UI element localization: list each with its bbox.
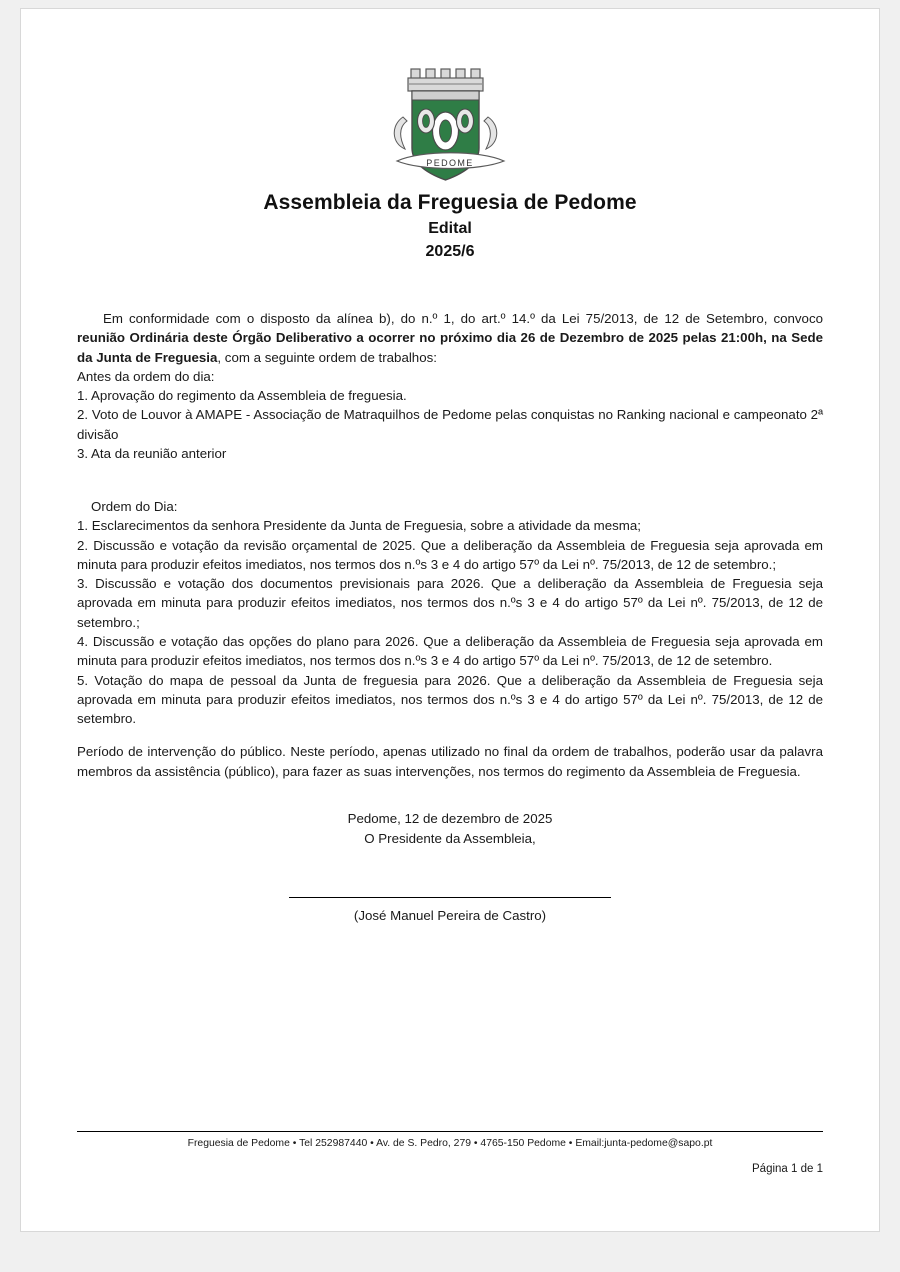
crest-motto-text: PEDOME — [426, 158, 474, 168]
ordem-dia-item-5: 5. Votação do mapa de pessoal da Junta de freguesia para 2026. Que a deliberação da Assembleia de Freguesia seja aprovada em minuta para produzir efeitos imediatos, nos termos dos n.ºs 3 e 4 do artigo 57º da Lei nº. 75/2013, de 12 de setembro. — [77, 672, 823, 727]
signature-place-date: Pedome, 12 de dezembro de 2025 — [347, 810, 553, 826]
ordem-dia-item-4: 4. Discussão e votação das opções do plano para 2026. Que a deliberação da Assembleia de Freguesia seja aprovada em minuta para produzir efeitos imediatos, nos termos dos n.ºs 3 e 4 do artigo 57º da Lei nº. 75/2013, de 12 de setembro. — [77, 633, 823, 669]
footer-page-number: Página 1 de 1 — [752, 1163, 823, 1175]
intro-lead-text: Em conformidade com o disposto da alínea b), do n.º 1, do art.º 14.º da Lei 75/2013, de 12 de Setembro, convoco — [103, 311, 823, 326]
antes-ordem-item-2: 2. Voto de Louvor à AMAPE - Associação de Matraquilhos de Pedome pelas conquistas no Ranking nacional e campeonato 2ª divisão — [77, 407, 823, 442]
coat-of-arms — [77, 45, 823, 185]
intro-bold-text: reunião Ordinária deste Órgão Deliberativo a ocorrer no próximo dia 26 de Dezembro de 2025 pelas 21:00h, na Sede da Junta de Freguesia — [77, 330, 823, 365]
document-page — [20, 8, 880, 1232]
intro-tail-text: , com a seguinte ordem de trabalhos: — [217, 349, 437, 365]
ordem-dia-item-3: 3. Discussão e votação dos documentos previsionais para 2026. Que a deliberação da Assembleia de Freguesia seja aprovada em minuta para produzir efeitos imediatos, nos termos dos n.ºs 3 e 4 do artigo 57º da Lei nº. 75/2013, de 12 de setembro.; — [77, 576, 823, 630]
ordem-dia-heading: Ordem do Dia: — [91, 499, 178, 515]
signature-name: (José Manuel Pereira de Castro) — [353, 907, 547, 923]
footer-contact: Freguesia de Pedome • Tel 252987440 • Av. de S. Pedro, 279 • 4765-150 Pedome • Email:junta-pedome@sapo.pt — [187, 1138, 713, 1149]
document-number: 2025/6 — [425, 243, 475, 260]
signature-line — [289, 897, 611, 898]
publico-paragraph: Período de intervenção do público. Neste período, apenas utilizado no final da ordem de trabalhos, poderão usar da palavra membros da assistência (público), para fazer as suas intervenções, nos termos do regimento da Assembleia de Freguesia. — [77, 744, 823, 779]
antes-ordem-item-1: 1. Aprovação do regimento da Assembleia de freguesia. — [77, 388, 407, 404]
page-footer — [77, 1131, 823, 1175]
ordem-dia-item-1: 1. Esclarecimentos da senhora Presidente da Junta de Freguesia, sobre a atividade da mesma; — [77, 518, 641, 534]
spacer — [77, 463, 823, 497]
antes-ordem-heading: Antes da ordem do dia: — [77, 368, 215, 384]
spacer — [77, 728, 823, 742]
intro-paragraph — [77, 309, 823, 367]
antes-ordem-item-3: 3. Ata da reunião anterior — [77, 445, 227, 461]
ordem-dia-item-2: 2. Discussão e votação da revisão orçamental de 2025. Que a deliberação da Assembleia de Freguesia seja aprovada em minuta para produzir efeitos imediatos, nos termos dos n.ºs 3 e 4 do artigo 57º da Lei nº. 75/2013, de 12 de setembro.; — [77, 537, 823, 572]
ordem-dia-list — [77, 516, 823, 728]
footer-divider — [77, 1131, 823, 1132]
page-title: Assembleia da Freguesia de Pedome — [263, 191, 637, 214]
signature-block — [77, 809, 823, 926]
document-subtitle: Edital — [428, 220, 472, 237]
signature-role: O Presidente da Assembleia, — [364, 830, 536, 846]
coat-of-arms-icon — [381, 45, 519, 185]
document-body — [77, 309, 823, 926]
